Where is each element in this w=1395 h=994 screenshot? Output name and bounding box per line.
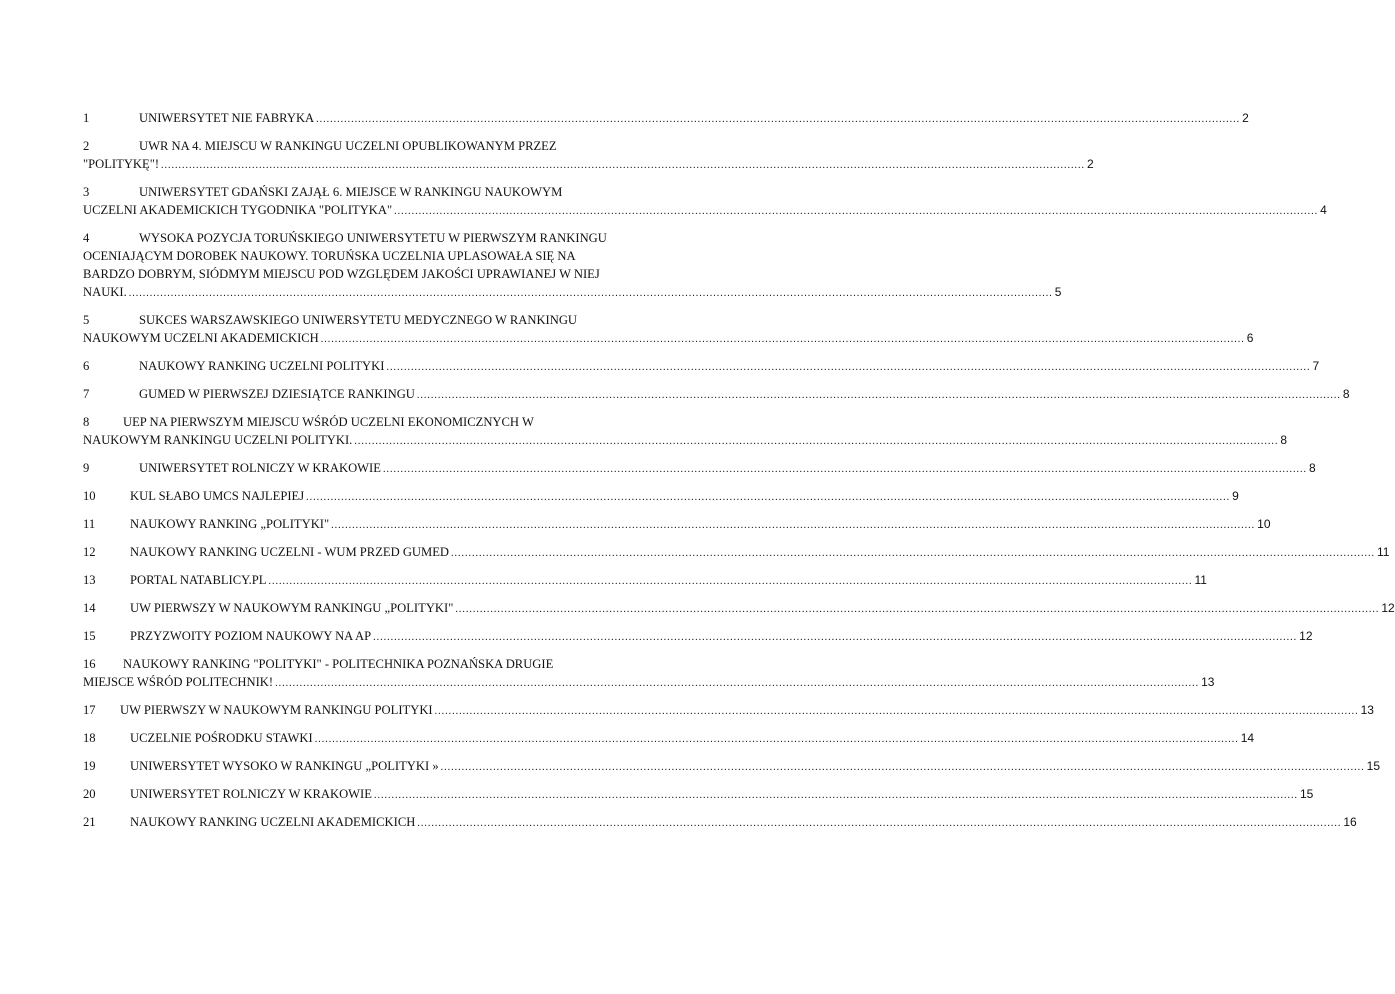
- toc-page-number: 11: [1377, 545, 1390, 559]
- toc-entry-title: UW PIERWSZY W NAUKOWYM RANKINGU POLITYKI: [120, 703, 433, 717]
- toc-entry-line: [83, 729, 1255, 749]
- toc-page-number: 8: [1308, 461, 1316, 475]
- toc-page-number: 11: [1194, 573, 1207, 587]
- toc-entry-number: 11: [83, 517, 96, 531]
- toc-entry-number: 12: [83, 545, 96, 559]
- toc-page-number: 14: [1240, 731, 1255, 745]
- toc-entry[interactable]: [83, 757, 1380, 777]
- toc-entry[interactable]: [83, 413, 1288, 451]
- toc-entry-title: KUL SŁABO UMCS NAJLEPIEJ: [130, 489, 305, 503]
- toc-entry-number: 9: [83, 461, 90, 475]
- toc-page-number: 15: [1366, 759, 1380, 773]
- toc-page-number: 8: [1342, 387, 1350, 401]
- toc-entry-title: GUMED W PIERWSZEJ DZIESIĄTCE RANKINGU: [139, 387, 415, 401]
- toc-entry[interactable]: [83, 137, 1094, 175]
- toc-entry-title: NAUKOWYM RANKINGU UCZELNI POLITYKI.: [83, 433, 353, 447]
- toc-dot-leader: [386, 359, 1310, 377]
- toc-entry-line: [83, 701, 1374, 721]
- toc-entry-number: 20: [83, 787, 96, 801]
- toc-dot-leader: [354, 433, 1278, 451]
- toc-dot-leader: [306, 489, 1230, 507]
- toc-entry-number: 10: [83, 489, 96, 503]
- toc-entry-number: 4: [83, 231, 90, 245]
- toc-page-number: 9: [1232, 489, 1239, 503]
- toc-entry-title: UEP NA PIERWSZYM MIEJSCU WŚRÓD UCZELNI EKONOMICZNYCH W: [123, 415, 534, 429]
- toc-entry-number: 18: [83, 731, 96, 745]
- toc-entry-number: 7: [83, 387, 90, 401]
- toc-entry-title: NAUKOWY RANKING "POLITYKI" - POLITECHNIKA POZNAŃSKA DRUGIE: [123, 657, 554, 671]
- toc-entry[interactable]: [83, 515, 1271, 535]
- toc-page-number: 6: [1246, 331, 1254, 345]
- toc-entry[interactable]: [83, 599, 1395, 619]
- toc-entry-number: 16: [83, 657, 96, 671]
- toc-entry-title: NAUKOWY RANKING UCZELNI POLITYKI: [139, 359, 385, 373]
- toc-page-number: 2: [1087, 157, 1094, 171]
- toc-dot-leader: [331, 517, 1255, 535]
- toc-page-number: 10: [1257, 517, 1271, 531]
- toc-entry-title: UNIWERSYTET GDAŃSKI ZAJĄŁ 6. MIEJSCE W RANKINGU NAUKOWYM: [139, 185, 563, 199]
- toc-dot-leader: [441, 759, 1365, 777]
- toc-entry-title: PORTAL NATABLICY.PL: [130, 573, 267, 587]
- toc-dot-leader: [417, 387, 1341, 405]
- toc-page-number: 16: [1343, 815, 1357, 829]
- toc-entry[interactable]: [83, 385, 1350, 405]
- toc-entry-title: WYSOKA POZYCJA TORUŃSKIEGO UNIWERSYTETU W PIERWSZYM RANKINGU: [139, 231, 607, 245]
- toc-entry-line: [83, 785, 1314, 805]
- toc-entry-line: [83, 413, 674, 431]
- toc-page-number: 5: [1054, 285, 1062, 299]
- toc-entry[interactable]: [83, 543, 1390, 563]
- toc-entry-title: UCZELNIE POŚRODKU STAWKI: [130, 731, 313, 745]
- toc-entry-line: [83, 431, 1288, 451]
- toc-dot-leader: [417, 815, 1341, 833]
- toc-entry[interactable]: [83, 357, 1320, 377]
- toc-dot-leader: [383, 461, 1307, 479]
- toc-entry[interactable]: [83, 183, 1327, 221]
- toc-entry-title: UNIWERSYTET ROLNICZY W KRAKOWIE: [130, 787, 372, 801]
- toc-dot-leader: [316, 111, 1240, 129]
- toc-entry-line: [83, 311, 674, 329]
- toc-page-number: 12: [1299, 629, 1313, 643]
- toc-entry-line: [83, 487, 1239, 507]
- toc-entry-line: [83, 385, 1350, 405]
- toc-entry[interactable]: [83, 109, 1249, 129]
- toc-entry-title: NAUKOWY RANKING UCZELNI AKADEMICKICH: [130, 815, 416, 829]
- toc-entry-number: 21: [83, 815, 96, 829]
- toc-dot-leader: [451, 545, 1375, 563]
- toc-page-number: 15: [1299, 787, 1314, 801]
- toc-entry-line: [83, 329, 1254, 349]
- toc-entry-title: UNIWERSYTET NIE FABRYKA: [139, 111, 315, 125]
- toc-entry-line: [83, 357, 1320, 377]
- toc-entry-title: NAUKOWY RANKING „POLITYKI": [130, 517, 330, 531]
- toc-entry-title: UNIWERSYTET WYSOKO W RANKINGU „POLITYKI »: [130, 759, 439, 773]
- toc-dot-leader: [394, 203, 1318, 221]
- toc-entry[interactable]: [83, 459, 1316, 479]
- toc-dot-leader: [374, 787, 1298, 805]
- toc-page-number: 8: [1280, 433, 1288, 447]
- toc-entry[interactable]: [83, 627, 1313, 647]
- toc-entry-line: [83, 109, 1249, 129]
- toc-dot-leader: [275, 675, 1199, 693]
- toc-dot-leader: [161, 157, 1085, 175]
- toc-entry-title: SUKCES WARSZAWSKIEGO UNIWERSYTETU MEDYCZNEGO W RANKINGU: [139, 313, 578, 327]
- toc-entry-line: [83, 673, 1215, 693]
- toc-entry-title: NAUKOWY RANKING UCZELNI - WUM PRZED GUMED: [130, 545, 450, 559]
- toc-entry-number: 8: [83, 415, 90, 429]
- toc-entry-line: [83, 201, 1327, 221]
- toc-page-number: 2: [1242, 111, 1249, 125]
- toc-entry-number: 17: [83, 703, 96, 717]
- toc-entry[interactable]: [83, 785, 1314, 805]
- toc-dot-leader: [268, 573, 1192, 591]
- toc-entry[interactable]: [83, 571, 1207, 591]
- toc-entry-number: 13: [83, 573, 96, 587]
- toc-dot-leader: [435, 703, 1359, 721]
- toc-entry-title: NAUKOWYM UCZELNI AKADEMICKICH: [83, 331, 319, 345]
- toc-entry-number: 14: [83, 601, 96, 615]
- toc-entry-line: [83, 137, 674, 155]
- toc-entry[interactable]: [83, 729, 1255, 749]
- toc-entry[interactable]: [83, 229, 1062, 303]
- toc-entry-number: 6: [83, 359, 90, 373]
- toc-entry-line: [83, 571, 1207, 591]
- toc-entry[interactable]: [83, 655, 1215, 693]
- toc-entry-line: [83, 229, 674, 247]
- toc-entry-title: UWR NA 4. MIEJSCU W RANKINGU UCZELNI OPUBLIKOWANYM PRZEZ: [139, 139, 557, 153]
- toc-entry-line: [83, 283, 1062, 303]
- toc-entry-title: OCENIAJĄCYM DOROBEK NAUKOWY. TORUŃSKA UCZELNIA UPLASOWAŁA SIĘ NA: [83, 249, 576, 263]
- toc-entry-line: [83, 543, 1390, 563]
- toc-entry-number: 1: [83, 111, 90, 125]
- toc-entry-line: [83, 155, 1094, 175]
- toc-entry-title: BARDZO DOBRYM, SIÓDMYM MIEJSCU POD WZGLĘDEM JAKOŚCI UPRAWIANEJ W NIEJ: [83, 267, 600, 281]
- toc-entry-title: UCZELNI AKADEMICKICH TYGODNIKA "POLITYKA": [83, 203, 393, 217]
- toc-dot-leader: [455, 601, 1379, 619]
- toc-entry-title: UNIWERSYTET ROLNICZY W KRAKOWIE: [139, 461, 381, 475]
- toc-entry-title: MIEJSCE WŚRÓD POLITECHNIK!: [83, 675, 274, 689]
- toc-entry-title: "POLITYKĘ"!: [83, 157, 160, 171]
- toc-page-number: 4: [1320, 203, 1327, 217]
- toc-dot-leader: [373, 629, 1297, 647]
- toc-entry-line: [83, 247, 674, 265]
- toc-entry-line: [83, 757, 1380, 777]
- toc-entry-number: 5: [83, 313, 90, 327]
- toc-entry-title: NAUKI.: [83, 285, 127, 299]
- table-of-contents: [83, 109, 1395, 833]
- toc-dot-leader: [315, 731, 1239, 749]
- toc-entry-title: PRZYZWOITY POZIOM NAUKOWY NA AP: [130, 629, 372, 643]
- toc-entry[interactable]: [83, 813, 1357, 833]
- toc-entry-line: [83, 627, 1313, 647]
- toc-entry[interactable]: [83, 701, 1374, 721]
- toc-page-number: 13: [1360, 703, 1374, 717]
- toc-dot-leader: [129, 285, 1053, 303]
- toc-page-number: 7: [1312, 359, 1320, 373]
- toc-entry-line: [83, 459, 1316, 479]
- toc-entry-line: [83, 183, 674, 201]
- toc-entry-number: 19: [83, 759, 96, 773]
- toc-page-number: 12: [1381, 601, 1395, 615]
- toc-page-number: 13: [1201, 675, 1215, 689]
- toc-entry-number: 2: [83, 139, 90, 153]
- toc-entry-line: [83, 599, 1395, 619]
- toc-entry[interactable]: [83, 487, 1239, 507]
- toc-entry-number: 3: [83, 185, 90, 199]
- toc-entry-number: 15: [83, 629, 96, 643]
- toc-entry-title: UW PIERWSZY W NAUKOWYM RANKINGU „POLITYKI": [130, 601, 454, 615]
- toc-entry-line: [83, 265, 674, 283]
- toc-entry-line: [83, 655, 674, 673]
- toc-entry-line: [83, 813, 1357, 833]
- toc-entry[interactable]: [83, 311, 1254, 349]
- toc-dot-leader: [321, 331, 1245, 349]
- toc-entry-line: [83, 515, 1271, 535]
